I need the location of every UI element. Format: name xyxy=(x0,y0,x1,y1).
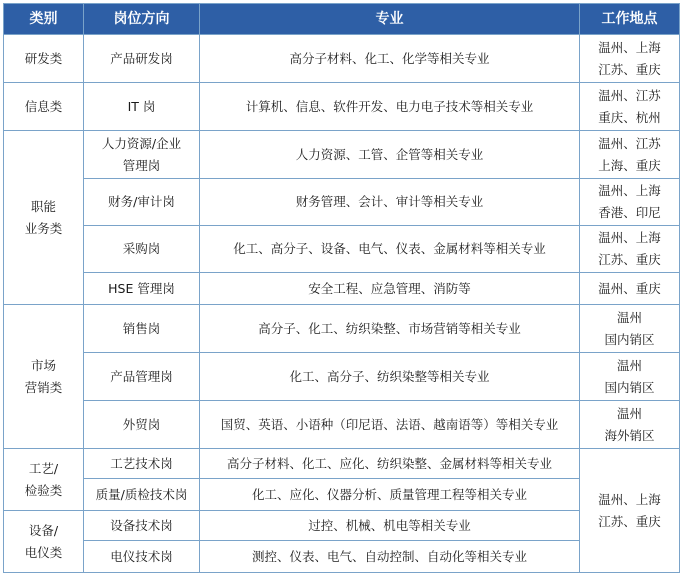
position-cell: 采购岗 xyxy=(84,226,200,273)
position-cell xyxy=(84,131,200,179)
table-row xyxy=(4,35,680,83)
table-row xyxy=(4,479,680,511)
category-line: 设备/ xyxy=(28,522,59,538)
category-line: 业务类 xyxy=(24,220,63,236)
category-cell-function xyxy=(4,131,84,305)
category-cell-craft xyxy=(4,449,84,511)
category-line: 工艺/ xyxy=(28,460,59,476)
recruitment-table-container xyxy=(3,3,680,573)
location-cell xyxy=(580,131,680,179)
location-line: 上海、重庆 xyxy=(598,157,661,173)
location-line: 温州、上海 xyxy=(598,183,661,198)
header-category: 类别 xyxy=(4,4,84,35)
header-major: 专业 xyxy=(200,4,580,35)
location-line: 温州 xyxy=(616,357,642,373)
location-line: 江苏、重庆 xyxy=(598,61,661,77)
location-line: 温州、江苏 xyxy=(598,135,661,151)
major-cell: 高分子材料、化工、化学等相关专业 xyxy=(200,35,580,83)
table-row xyxy=(4,541,680,573)
location-line: 温州、上海 xyxy=(598,491,661,507)
recruitment-table xyxy=(3,3,680,573)
major-cell: 化工、高分子、设备、电气、仪表、金属材料等相关专业 xyxy=(200,226,580,273)
position-cell: 外贸岗 xyxy=(84,401,200,449)
location-line: 江苏、重庆 xyxy=(598,252,661,267)
position-line: 管理岗 xyxy=(122,157,161,173)
location-line: 温州 xyxy=(616,405,642,421)
location-line: 国内销区 xyxy=(604,331,655,347)
major-cell: 高分子材料、化工、应化、纺织染整、金属材料等相关专业 xyxy=(200,449,580,479)
category-line: 职能 xyxy=(30,198,56,214)
position-cell: 财务/审计岗 xyxy=(84,179,200,226)
major-cell: 人力资源、工管、企管等相关专业 xyxy=(200,131,580,179)
location-cell xyxy=(580,305,680,353)
position-cell: 设备技术岗 xyxy=(84,511,200,541)
location-cell xyxy=(580,226,680,273)
position-cell: 销售岗 xyxy=(84,305,200,353)
header-row xyxy=(4,4,680,35)
table-row xyxy=(4,401,680,449)
major-cell: 过控、机械、机电等相关专业 xyxy=(200,511,580,541)
category-line: 检验类 xyxy=(24,482,63,498)
location-line: 香港、印尼 xyxy=(598,205,661,220)
location-line: 温州、江苏 xyxy=(598,87,661,103)
location-line: 温州 xyxy=(616,309,642,325)
table-row xyxy=(4,511,680,541)
table-row xyxy=(4,131,680,179)
major-cell: 化工、高分子、纺织染整等相关专业 xyxy=(200,353,580,401)
major-cell: 财务管理、会计、审计等相关专业 xyxy=(200,179,580,226)
position-cell: 产品管理岗 xyxy=(84,353,200,401)
location-cell: 温州、重庆 xyxy=(580,273,680,305)
table-row xyxy=(4,226,680,273)
position-cell: IT 岗 xyxy=(84,83,200,131)
location-cell xyxy=(580,179,680,226)
location-line: 重庆、杭州 xyxy=(598,109,661,125)
table-row xyxy=(4,179,680,226)
table-row xyxy=(4,273,680,305)
category-cell-info: 信息类 xyxy=(4,83,84,131)
location-cell xyxy=(580,83,680,131)
category-cell-marketing xyxy=(4,305,84,449)
header-position: 岗位方向 xyxy=(84,4,200,35)
table-row xyxy=(4,83,680,131)
location-line: 温州、上海 xyxy=(598,39,661,55)
category-line: 市场 xyxy=(30,357,56,373)
major-cell: 化工、应化、仪器分析、质量管理工程等相关专业 xyxy=(200,479,580,511)
category-cell-equipment xyxy=(4,511,84,573)
position-cell: HSE 管理岗 xyxy=(84,273,200,305)
major-cell: 安全工程、应急管理、消防等 xyxy=(200,273,580,305)
position-cell: 质量/质检技术岗 xyxy=(84,479,200,511)
table-row xyxy=(4,449,680,479)
major-cell: 高分子、化工、纺织染整、市场营销等相关专业 xyxy=(200,305,580,353)
position-cell: 产品研发岗 xyxy=(84,35,200,83)
category-line: 营销类 xyxy=(24,379,63,395)
major-cell: 国贸、英语、小语种（印尼语、法语、越南语等）等相关专业 xyxy=(200,401,580,449)
position-cell: 工艺技术岗 xyxy=(84,449,200,479)
category-cell-rd: 研发类 xyxy=(4,35,84,83)
location-cell xyxy=(580,35,680,83)
major-cell: 计算机、信息、软件开发、电力电子技术等相关专业 xyxy=(200,83,580,131)
location-cell xyxy=(580,401,680,449)
position-cell: 电仪技术岗 xyxy=(84,541,200,573)
location-line: 温州、上海 xyxy=(598,230,661,245)
location-cell-shared xyxy=(580,449,680,573)
table-row xyxy=(4,353,680,401)
table-row xyxy=(4,305,680,353)
location-line: 海外销区 xyxy=(604,427,655,443)
major-cell: 测控、仪表、电气、自动控制、自动化等相关专业 xyxy=(200,541,580,573)
location-line: 国内销区 xyxy=(604,379,655,395)
location-line: 江苏、重庆 xyxy=(598,513,661,529)
location-cell xyxy=(580,353,680,401)
category-line: 电仪类 xyxy=(24,544,63,560)
position-line: 人力资源/企业 xyxy=(101,135,182,151)
header-location: 工作地点 xyxy=(580,4,680,35)
